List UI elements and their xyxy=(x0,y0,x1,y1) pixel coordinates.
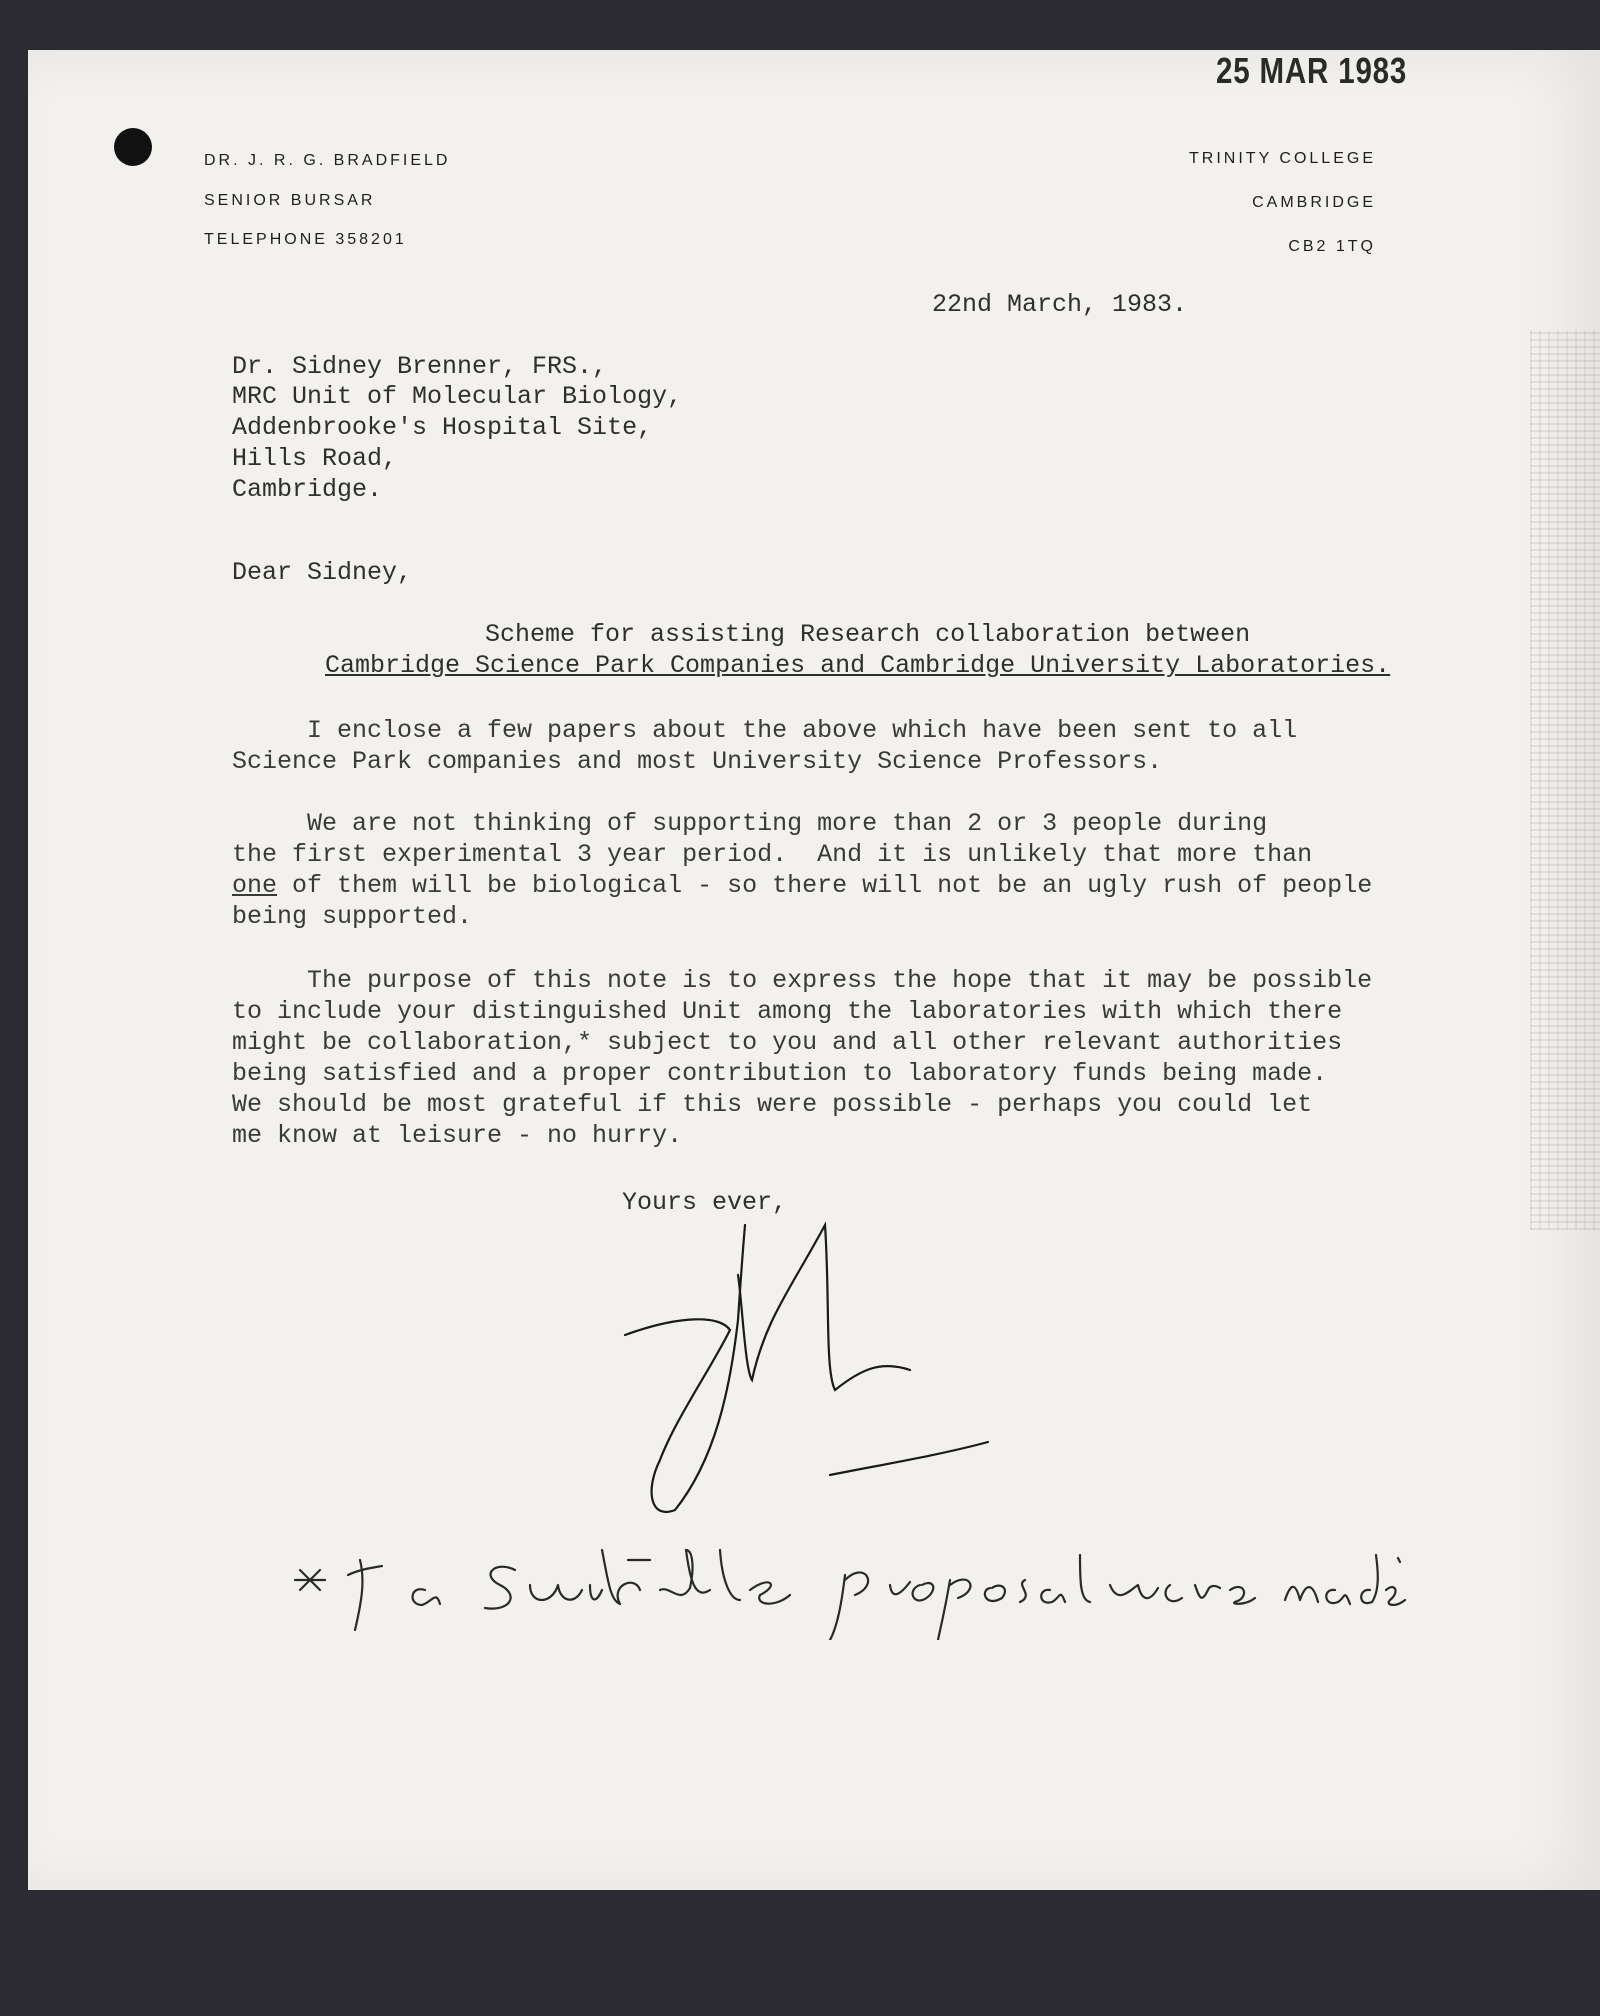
paragraph-2-line: We are not thinking of supporting more than 2 or 3 people during xyxy=(232,809,1268,838)
letterhead-telephone: TELEPHONE 358201 xyxy=(204,231,407,248)
closing: Yours ever, xyxy=(622,1188,788,1217)
handwritten-footnote xyxy=(290,1530,1410,1640)
paragraph-3-line: The purpose of this note is to express the hope that it may be possible xyxy=(232,966,1373,995)
received-date-stamp: 25 MAR 1983 xyxy=(1216,50,1408,91)
recipient-line: Addenbrooke's Hospital Site, xyxy=(232,413,653,442)
letterhead-title: SENIOR BURSAR xyxy=(204,192,376,209)
paragraph-3-line: We should be most grateful if this were possible - perhaps you could let xyxy=(232,1090,1313,1119)
punch-hole xyxy=(114,128,152,166)
letter-date: 22nd March, 1983. xyxy=(932,290,1188,319)
letterhead-college: TRINITY COLLEGE xyxy=(1189,150,1376,167)
paragraph-3-line: being satisfied and a proper contribution to laboratory funds being made. xyxy=(232,1059,1328,1088)
recipient-line: Hills Road, xyxy=(232,444,398,473)
recipient-line: Cambridge. xyxy=(232,475,383,504)
recipient-line: Dr. Sidney Brenner, FRS., xyxy=(232,352,608,381)
paragraph-2-line: the first experimental 3 year period. And it is unlikely that more than xyxy=(232,840,1313,869)
paragraph-3-line: me know at leisure - no hurry. xyxy=(232,1121,683,1150)
subject-line: Scheme for assisting Research collaboration between xyxy=(485,620,1251,649)
handwritten-signature xyxy=(620,1220,1020,1520)
paragraph-2-text: of them will be biological - so there will not be an ugly rush of people xyxy=(277,871,1373,900)
recipient-line: MRC Unit of Molecular Biology, xyxy=(232,382,683,411)
paragraph-1-line: Science Park companies and most University Science Professors. xyxy=(232,747,1163,776)
letterhead-name: DR. J. R. G. BRADFIELD xyxy=(204,152,451,169)
letterhead-postcode: CB2 1TQ xyxy=(1288,238,1376,255)
paragraph-2-line: being supported. xyxy=(232,902,473,931)
subject-line-underlined: Cambridge Science Park Companies and Cambridge University Laboratories. xyxy=(325,651,1391,680)
paragraph-1-line: I enclose a few papers about the above which have been sent to all xyxy=(232,716,1298,745)
paragraph-3-line: might be collaboration,* subject to you and all other relevant authorities xyxy=(232,1028,1343,1057)
paragraph-3-line: to include your distinguished Unit among the laboratories with which there xyxy=(232,997,1343,1026)
salutation: Dear Sidney, xyxy=(232,558,413,587)
paragraph-2-line xyxy=(232,871,1372,900)
emphasis-one: one xyxy=(232,871,278,900)
letterhead-city: CAMBRIDGE xyxy=(1252,194,1376,211)
scan-noise xyxy=(1530,330,1600,1230)
